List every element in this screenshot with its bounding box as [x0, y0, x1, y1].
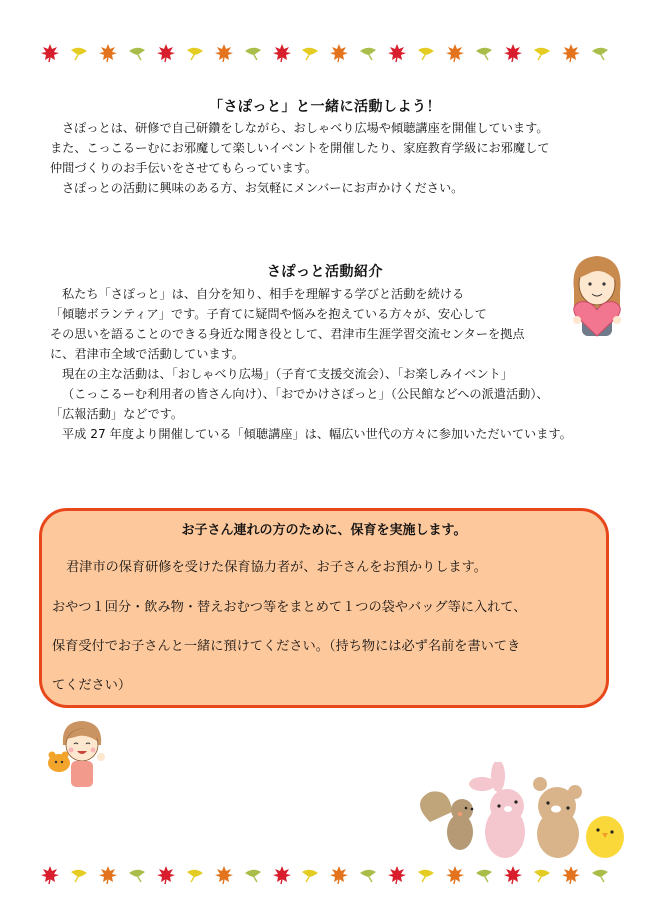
girl-with-bear-puppet-icon — [45, 715, 115, 790]
maple-red-leaf-icon — [40, 43, 60, 63]
maple-red-leaf-icon — [156, 865, 176, 885]
maple-orange-leaf-icon — [214, 865, 234, 885]
ginkgo-yellow-leaf-icon — [416, 43, 436, 63]
maple-red-leaf-icon — [387, 43, 407, 63]
maple-red-leaf-icon — [156, 43, 176, 63]
top-leaf-border — [40, 42, 610, 64]
ginkgo-green-leaf-icon — [243, 865, 263, 885]
ginkgo-yellow-leaf-icon — [300, 43, 320, 63]
childcare-line: てください） — [52, 678, 132, 693]
maple-red-leaf-icon — [40, 865, 60, 885]
maple-orange-leaf-icon — [561, 865, 581, 885]
ginkgo-yellow-leaf-icon — [416, 865, 436, 885]
ginkgo-green-leaf-icon — [243, 43, 263, 63]
maple-orange-leaf-icon — [98, 865, 118, 885]
about-line: 私たち「さぽっと」は、自分を知り、相手を理解する学びと活動を続ける — [62, 287, 465, 301]
maple-red-leaf-icon — [272, 865, 292, 885]
intro-paragraph — [50, 118, 549, 198]
ginkgo-yellow-leaf-icon — [69, 865, 89, 885]
about-line: 「広報活動」などです。 — [50, 407, 184, 421]
intro-title: 「さぽっと」と一緒に活動しよう！ — [209, 99, 441, 115]
ginkgo-green-leaf-icon — [127, 43, 147, 63]
bottom-leaf-border — [40, 864, 610, 886]
maple-orange-leaf-icon — [445, 43, 465, 63]
maple-red-leaf-icon — [387, 865, 407, 885]
maple-red-leaf-icon — [503, 43, 523, 63]
maple-red-leaf-icon — [503, 865, 523, 885]
intro-line: さぽっとの活動に興味のある方、お気軽にメンバーにお声かけください。 — [62, 181, 464, 195]
ginkgo-yellow-leaf-icon — [300, 865, 320, 885]
childcare-line: おやつ１回分・飲み物・替えおむつ等をまとめて１つの袋やバッグ等に入れて、 — [52, 600, 527, 615]
ginkgo-green-leaf-icon — [590, 865, 610, 885]
ginkgo-green-leaf-icon — [474, 43, 494, 63]
about-line: その思いを語ることのできる身近な聞き役として、君津市生涯学習交流センターを拠点 — [50, 327, 525, 341]
intro-line: さぽっとは、研修で自己研鑽をしながら、おしゃべり広場や傾聴講座を開催しています。 — [62, 121, 549, 135]
maple-orange-leaf-icon — [561, 43, 581, 63]
ginkgo-green-leaf-icon — [358, 865, 378, 885]
ginkgo-yellow-leaf-icon — [532, 43, 552, 63]
maple-orange-leaf-icon — [445, 865, 465, 885]
ginkgo-green-leaf-icon — [474, 865, 494, 885]
about-line: 現在の主な活動は、「おしゃべり広場」（子育て支援交流会）、「お楽しみイベント」 — [62, 367, 513, 381]
about-paragraph — [50, 284, 572, 444]
about-line: （こっこるーむ利用者の皆さん向け）、「おでかけさぽっと」（公民館などへの派遣活動）、 — [62, 387, 549, 401]
ginkgo-green-leaf-icon — [358, 43, 378, 63]
ginkgo-yellow-leaf-icon — [185, 43, 205, 63]
childcare-title: お子さん連れの方のために、保育を実施します。 — [181, 523, 467, 538]
ginkgo-green-leaf-icon — [590, 43, 610, 63]
childcare-line: 保育受付でお子さんと一緒に預けてください。（持ち物には必ず名前を書いてき — [52, 639, 521, 654]
childcare-line: 君津市の保育研修を受けた保育協力者が、お子さんをお預かりします。 — [66, 560, 487, 575]
woman-holding-heart-icon — [562, 250, 632, 338]
about-line: 「傾聴ボランティア」です。子育てに疑問や悩みを抱えている方々が、安心して — [50, 307, 487, 321]
ginkgo-yellow-leaf-icon — [185, 865, 205, 885]
maple-orange-leaf-icon — [329, 43, 349, 63]
ginkgo-green-leaf-icon — [127, 865, 147, 885]
about-line: に、君津市全域で活動しています。 — [50, 347, 245, 361]
about-title: さぽっと活動紹介 — [267, 264, 383, 280]
maple-orange-leaf-icon — [98, 43, 118, 63]
ginkgo-yellow-leaf-icon — [69, 43, 89, 63]
animals-group-icon — [410, 762, 635, 862]
childcare-notice-box — [39, 508, 609, 708]
intro-line: また、こっこるーむにお邪魔して楽しいイベントを開催したり、家庭教育学級にお邪魔して — [50, 141, 550, 155]
about-line: 平成 27 年度より開催している「傾聴講座」は、幅広い世代の方々に参加いただいています。 — [62, 427, 572, 441]
maple-orange-leaf-icon — [214, 43, 234, 63]
ginkgo-yellow-leaf-icon — [532, 865, 552, 885]
maple-red-leaf-icon — [272, 43, 292, 63]
intro-line: 仲間づくりのお手伝いをさせてもらっています。 — [50, 161, 318, 175]
maple-orange-leaf-icon — [329, 865, 349, 885]
